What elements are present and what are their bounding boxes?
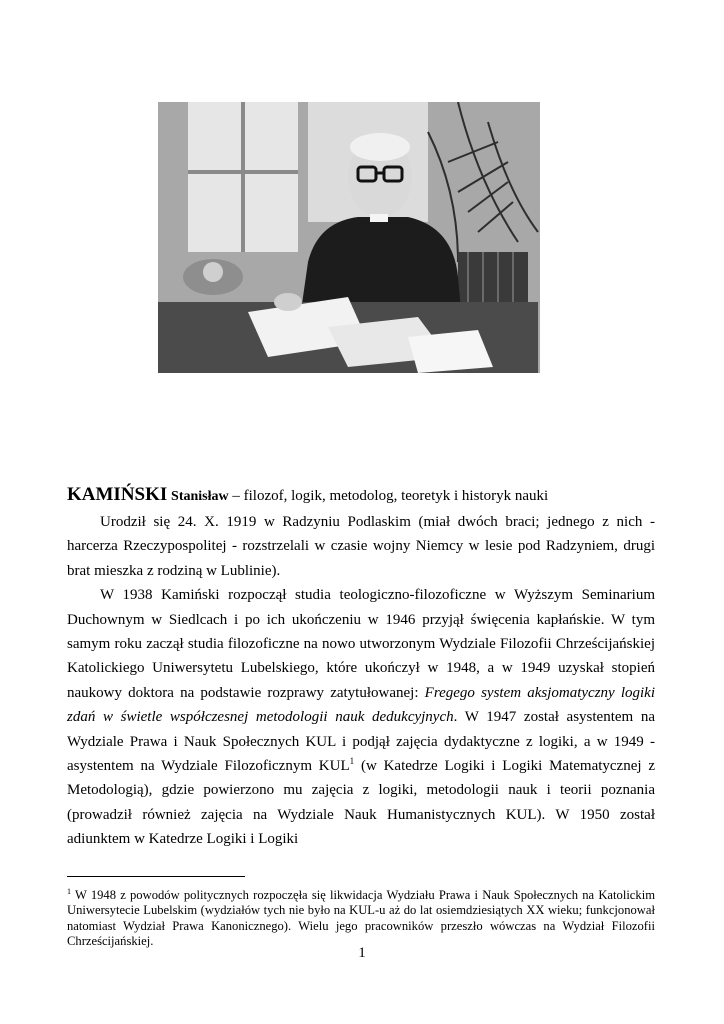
paragraph-career: [67, 583, 655, 851]
footnote-divider: [67, 876, 245, 877]
heading-surname: KAMIŃSKI: [67, 484, 168, 505]
paragraph-career-part1: W 1938 Kamiński rozpoczął studia teologiczno-filozoficzne w Wyższym Seminarium Duchownym w Siedlcach i po ich ukończeniu w 1946 przyjął święcenia kapłańskie. W tym samym roku zaczął studia filozoficzne na nowo utworzonym Wydziale Filozofii Chrześcijańskiej Katolickiego Uniwersytetu Lubelskiego, które ukończył w 1948, a w 1949 uzyskał stopień naukowy doktora na podstawie rozprawy zatytułowanej:: [67, 587, 655, 701]
paragraph-birth: Urodził się 24. X. 1919 w Radzyniu Podlaskim (miał dwóch braci; jednego z nich - harcerza Rzeczypospolitej - rozstrzelali w czasie wojny Niemcy w lesie pod Radzyniem, drugi brat mieszka z rodziną w Lublinie).: [67, 514, 655, 579]
heading-given-name: Stanisław: [171, 489, 229, 504]
footnote-reference[interactable]: 1: [349, 756, 355, 767]
portrait-photo: [158, 102, 540, 373]
entry-heading: [67, 485, 667, 507]
dissertation-title: Fregego system aksjomatyczny logiki zdań w świetle współczesnej metodologii nauk dedukcyjnych: [67, 684, 655, 726]
paragraph-career-part3: (w Katedrze Logiki i Logiki Matematycznej z Metodologią), gdzie powierzono mu zajęcia z logiki, metodologii nauk i teorii poznania (prowadził również zajęcia na Wydziale Nauk Humanistycznych KUL). W 1950 został adiunktem w Katedrze Logiki i Logiki: [67, 758, 655, 848]
heading-description: – filozof, logik, metodolog, teoretyk i historyk nauki: [228, 488, 549, 504]
footnote-marker: 1: [67, 887, 71, 896]
page-number: 1: [358, 945, 366, 961]
body-text: [67, 510, 655, 852]
footnote-text: W 1948 z powodów politycznych rozpoczęła się likwidacja Wydziału Prawa i Nauk Społecznych na Katolickim Uniwersytecie Lubelskim (wydziałów tych nie było na KUL-u aż do lat osiemdziesiątych XX wieku; funkcjonował natomiast Wydział Prawa Kanonicznego). Wielu jego pracowników przeszło wówczas na Wydział Filozofii Chrześcijańskiej.: [67, 888, 655, 949]
footnote: [67, 884, 655, 949]
paragraph-career-part2: . W 1947 został asystentem na Wydziale Prawa i Nauk Społecznych KUL i podjął zajęcia dydaktyczne z logiki, a w 1949 - asystentem na Wydziale Filozoficznym KUL: [67, 709, 655, 775]
